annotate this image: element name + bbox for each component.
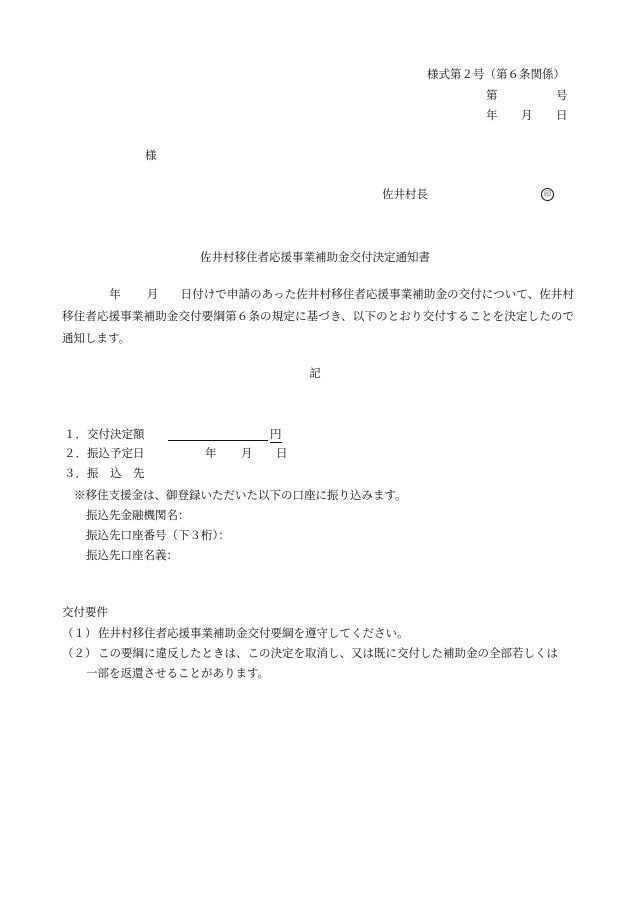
seal-mark: 印	[541, 188, 554, 201]
bank-note: ※移住支援金は、御登録いただいた以下の口座に振り込みます。	[74, 488, 407, 502]
date-year-label: 年	[486, 108, 498, 122]
body-text: 日付けで申請のあった佐井村移住者応援事業補助金の交付について、佐井村移住者応援事業補助金交付要綱第６条の規定に基づき、以下のとおり交付することを決定したので通知します。	[62, 287, 575, 345]
body-year: 年	[109, 287, 121, 301]
conditions-heading: 交付要件	[62, 605, 108, 619]
account-holder-field: 振込先口座名義：	[86, 548, 178, 562]
issuer-name: 佐井村長	[382, 187, 428, 201]
bank-name-field: 振込先金融機関名：	[86, 508, 190, 522]
document-number-prefix: 第	[486, 88, 498, 102]
condition-1-number: （１）	[62, 626, 97, 640]
document-title: 佐井村移住者応援事業補助金交付決定通知書	[200, 250, 430, 264]
ki-heading: 記	[309, 366, 321, 380]
condition-2-text-line2: 一部を返還させることがあります。	[86, 666, 270, 680]
amount-blank-line	[168, 428, 268, 441]
body-month: 月	[146, 287, 159, 301]
transfer-date-month: 月	[241, 446, 253, 460]
condition-2-number: （２）	[62, 646, 97, 660]
date-month-label: 月	[521, 108, 533, 122]
document-number-suffix: 号	[556, 88, 568, 102]
amount-unit: 円	[270, 427, 282, 441]
form-number: 様式第２号（第６条関係）	[427, 67, 565, 81]
account-number-field: 振込先口座番号（下３桁）：	[86, 528, 230, 542]
date-day-label: 日	[556, 108, 568, 122]
item-amount-label: １．交付決定額	[64, 427, 145, 441]
condition-2-text-line1: この要綱に違反したときは、この決定を取消し、又は既に交付した補助金の全部若しくは	[98, 646, 558, 660]
condition-1-text: 佐井村移住者応援事業補助金交付要綱を遵守してください。	[98, 626, 409, 640]
transfer-date-day: 日	[276, 446, 288, 460]
transfer-date-year: 年	[205, 446, 217, 460]
item-amount-field	[168, 426, 282, 442]
item-bank-label: ３．振 込 先	[64, 466, 145, 480]
addressee-suffix: 様	[145, 148, 157, 162]
body-paragraph	[62, 283, 574, 349]
item-transfer-date-label: ２．振込予定日	[64, 446, 145, 460]
